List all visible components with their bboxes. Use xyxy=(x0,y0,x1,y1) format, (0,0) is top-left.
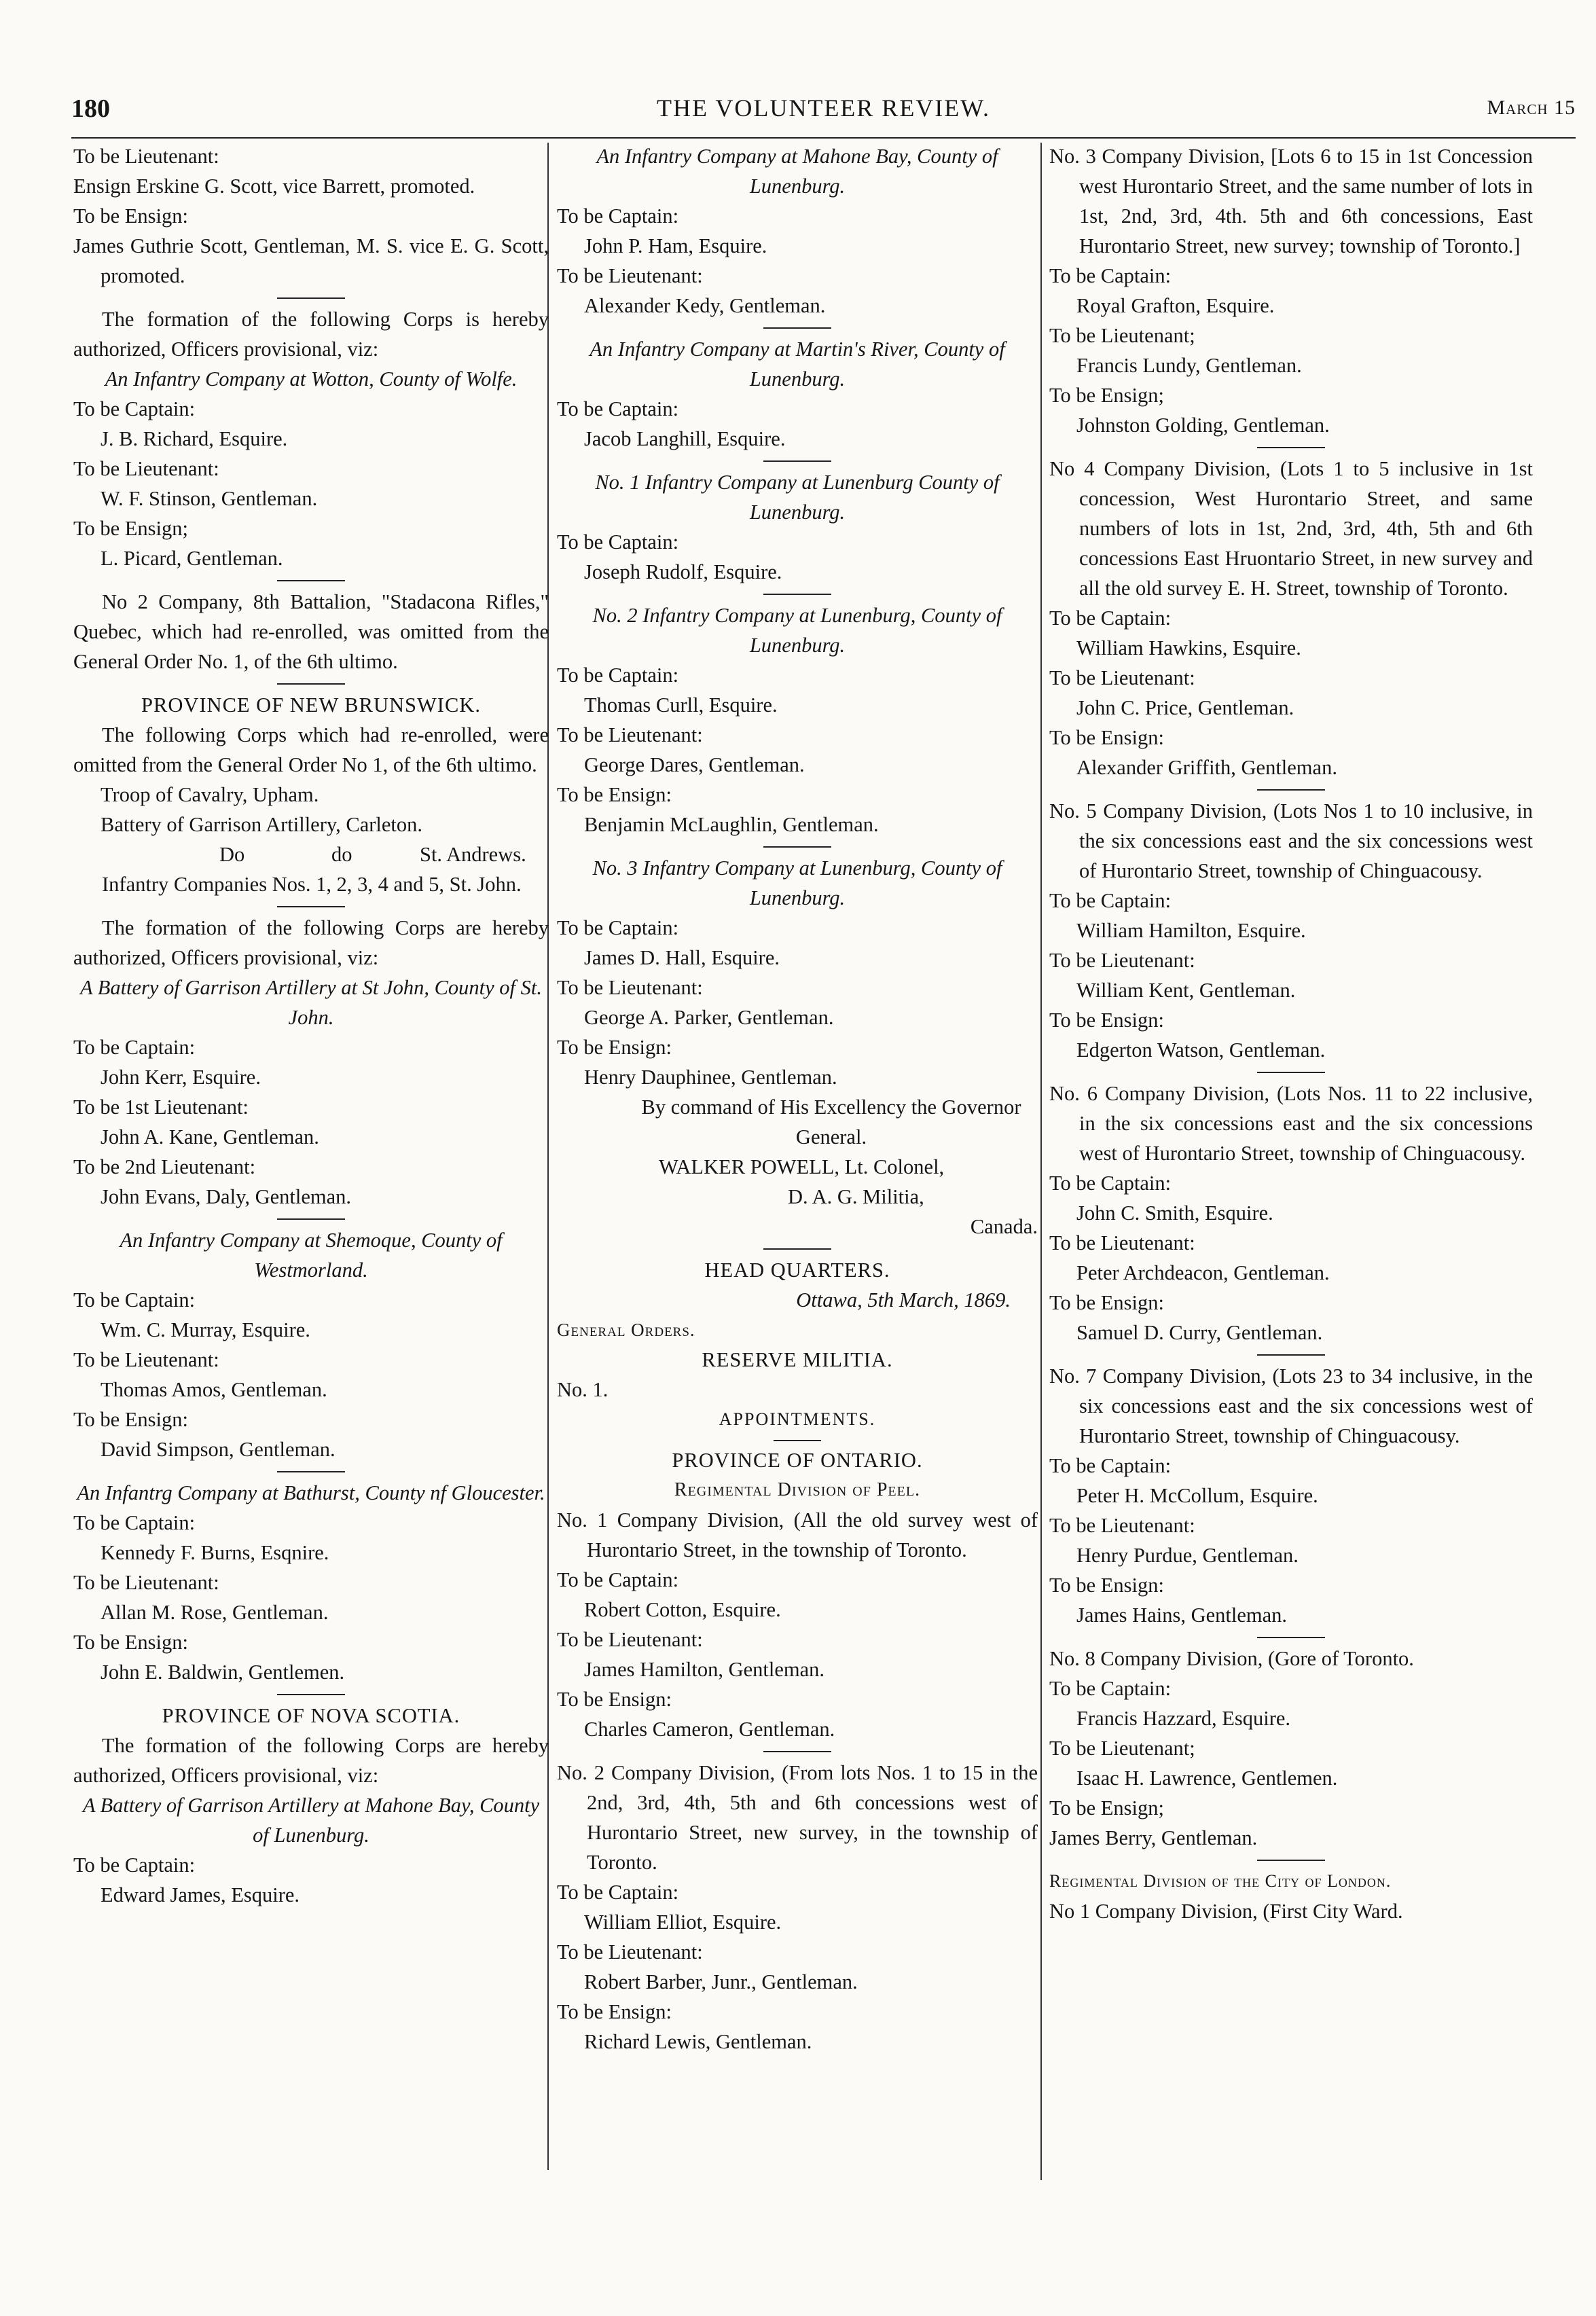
column-3 xyxy=(1049,141,1533,1926)
text-line: To be Lieutenant: xyxy=(557,1940,703,1964)
text-line: To be Captain: xyxy=(73,1511,196,1534)
text-line: To be Captain: xyxy=(73,1288,196,1311)
text-line: John A. Kane, Gentleman. xyxy=(101,1125,319,1148)
text-line: L. Picard, Gentleman. xyxy=(101,547,283,570)
text-line: To be Ensign; xyxy=(1049,1796,1164,1820)
text-line: To be Lieutenant; xyxy=(1049,1737,1195,1760)
subheading: Regimental Division of the City of London. xyxy=(1049,1871,1392,1891)
text-line: Francis Hazzard, Esquire. xyxy=(1076,1707,1291,1730)
text-line: To be Ensign: xyxy=(73,204,188,228)
text-line: Robert Cotton, Esquire. xyxy=(584,1598,781,1621)
company-heading: An Infantry Company at Mahone Bay, County of Lunenburg. xyxy=(596,145,998,198)
text-line: William Hawkins, Esquire. xyxy=(1076,636,1301,659)
separator xyxy=(1257,1354,1325,1356)
text-line: Francis Lundy, Gentleman. xyxy=(1076,354,1302,377)
issue-date: March 15 xyxy=(1487,96,1576,119)
text-line: Peter Archdeacon, Gentleman. xyxy=(1076,1261,1330,1284)
division-description: No. 3 Company Division, [Lots 6 to 15 in 1st Concession west Hurontario Street, and the same number of lots in 1st, 2nd, 3rd, 4th. 5th and 6th concessions, East Hurontario Street, new survey; township of Toronto.] xyxy=(1049,145,1533,257)
section-heading: PROVINCE OF ONTARIO. xyxy=(672,1449,923,1472)
text-line: James Hains, Gentleman. xyxy=(1076,1604,1288,1627)
paragraph: Infantry Companies Nos. 1, 2, 3, 4 and 5, St. John. xyxy=(102,873,522,896)
text-line: To be Lieutenant: xyxy=(557,264,703,287)
division-description: No. 7 Company Division, (Lots 23 to 34 inclusive, in the six concessions east and the six concessions west of Hurontario Street, township of Chinguacousy. xyxy=(1049,1364,1533,1447)
text-line: Isaac H. Lawrence, Gentlemen. xyxy=(1076,1767,1338,1790)
text-line: To be Ensign: xyxy=(557,1036,672,1059)
text-line: To be Lieutenant: xyxy=(1049,1231,1195,1254)
signatory-title: D. A. G. Militia, xyxy=(788,1185,924,1208)
subheading: Regimental Division of Peel. xyxy=(674,1479,921,1500)
paragraph: The following Corps which had re-enrolled, were omitted from the General Order No 1, of the 6th ultimo. xyxy=(73,723,549,776)
section-heading: PROVINCE OF NEW BRUNSWICK. xyxy=(141,693,481,717)
text-line: To be Lieutenant: xyxy=(557,976,703,999)
text-line: Jacob Langhill, Esquire. xyxy=(584,427,786,450)
separator xyxy=(763,327,831,329)
signatory-location: Canada. xyxy=(970,1215,1038,1238)
text-line: Wm. C. Murray, Esquire. xyxy=(101,1318,310,1341)
text-line: To be Captain: xyxy=(1049,889,1172,912)
section-heading: RESERVE MILITIA. xyxy=(702,1348,893,1371)
text-line: Allan M. Rose, Gentleman. xyxy=(101,1601,329,1624)
text-line: To be 1st Lieutenant: xyxy=(73,1096,249,1119)
separator xyxy=(763,594,831,595)
text-line: David Simpson, Gentleman. xyxy=(101,1438,335,1461)
signatory-name: WALKER POWELL, Lt. Colonel, xyxy=(659,1155,945,1178)
text-line: Peter H. McCollum, Esquire. xyxy=(1076,1484,1318,1507)
text-line: To be Captain: xyxy=(1049,1677,1172,1700)
text-line: Richard Lewis, Gentleman. xyxy=(584,2030,812,2053)
separator xyxy=(277,1218,345,1220)
division-description xyxy=(557,1505,1038,1565)
dateline: Ottawa, 5th March, 1869. xyxy=(796,1288,1011,1311)
text-line: To be Captain: xyxy=(1049,607,1172,630)
text-line: To be Captain: xyxy=(73,1853,196,1877)
text-line: Alexander Kedy, Gentleman. xyxy=(584,294,826,317)
text-line: William Elliot, Esquire. xyxy=(584,1911,782,1934)
general-orders-label: General Orders. xyxy=(557,1320,695,1340)
text-line: To be Ensign: xyxy=(1049,726,1164,749)
text-line: Charles Cameron, Gentleman. xyxy=(584,1718,835,1741)
text-line: To be Captain: xyxy=(557,1568,679,1591)
text-line: Edgerton Watson, Gentleman. xyxy=(1076,1038,1326,1062)
text-line: To be Lieutenant: xyxy=(1049,666,1195,689)
text-line: Ensign Erskine G. Scott, vice Barrett, promoted. xyxy=(73,175,475,198)
section-heading: HEAD QUARTERS. xyxy=(704,1259,890,1282)
text-line: Kennedy F. Burns, Esqnire. xyxy=(101,1541,329,1564)
text-line: Edward James, Esquire. xyxy=(101,1883,300,1906)
text-line: Thomas Amos, Gentleman. xyxy=(101,1378,327,1401)
division-description: No. 5 Company Division, (Lots Nos 1 to 10 inclusive, in the six concessions east and the six concessions west of Hurontario Street, township of Chinguacousy. xyxy=(1049,799,1533,882)
text-line: William Hamilton, Esquire. xyxy=(1076,919,1306,942)
text-line: Benjamin McLaughlin, Gentleman. xyxy=(584,813,879,836)
text-line: To be Lieutenant: xyxy=(73,457,219,480)
paragraph: No 2 Company, 8th Battalion, "Stadacona Rifles," Quebec, which had re-enrolled, was omitted from the General Order No. 1, of the 6th ultimo. xyxy=(73,590,549,673)
separator xyxy=(763,1751,831,1752)
separator xyxy=(277,683,345,685)
paragraph: The formation of the following Corps are hereby authorized, Officers provisional, viz: xyxy=(73,1734,549,1787)
text-line: To be Lieutenant; xyxy=(1049,324,1195,347)
company-heading: An Infantry Company at Shemoque, County of Westmorland. xyxy=(120,1229,503,1282)
text-line: No. 1 Company Division, (All the old survey west of Hurontario Street, in the township of Toronto. xyxy=(557,1508,1038,1561)
company-heading: An Infantrg Company at Bathurst, County nf Gloucester. xyxy=(77,1481,545,1504)
text-line: John Kerr, Esquire. xyxy=(101,1066,261,1089)
text-line: To be Ensign: xyxy=(1049,1291,1164,1314)
column-divider xyxy=(1040,143,1042,2180)
text-line: St. Andrews. xyxy=(420,843,526,866)
text-line: To be Ensign: xyxy=(557,783,672,806)
text-line: To be Lieutenant: xyxy=(73,145,219,168)
text-line: Thomas Curll, Esquire. xyxy=(584,693,778,717)
text-line: To be Captain: xyxy=(1049,1454,1172,1477)
text-line: To be Ensign: xyxy=(1049,1574,1164,1597)
column-1 xyxy=(73,141,549,1910)
text-line: John E. Baldwin, Gentlemen. xyxy=(101,1661,345,1684)
text-line: To be Captain: xyxy=(1049,264,1172,287)
text-line: Samuel D. Curry, Gentleman. xyxy=(1076,1321,1323,1344)
separator xyxy=(277,906,345,907)
column-2 xyxy=(557,141,1038,2057)
text-line: James Hamilton, Gentleman. xyxy=(584,1658,825,1681)
text-line: To be Ensign; xyxy=(1049,384,1164,407)
text-line: To be Ensign: xyxy=(73,1631,188,1654)
text-line: To be Lieutenant: xyxy=(73,1348,219,1371)
text-line: James Berry, Gentleman. xyxy=(1049,1826,1258,1849)
paragraph: The formation of the following Corps are hereby authorized, Officers provisional, viz: xyxy=(73,916,549,969)
division-description: No. 6 Company Division, (Lots Nos. 11 to 22 inclusive, in the six concessions east and the six concessions west of Hurontario Street, township of Chinguacousy. xyxy=(1049,1082,1533,1165)
ditto-mark: Do xyxy=(219,843,245,866)
text-line: To be Lieutenant: xyxy=(1049,1514,1195,1537)
division-description: No 4 Company Division, (Lots 1 to 5 inclusive in 1st concession, West Hurontario Street, and same numbers of lots in 1st, 2nd, 3rd, 4th, 5th and 6th concessions East Hruontario Street, in new survey and all the old survey E. H. Street, township of Toronto. xyxy=(1049,457,1533,600)
text-line: John Evans, Daly, Gentleman. xyxy=(101,1185,352,1208)
text-line: Robert Barber, Junr., Gentleman. xyxy=(584,1970,858,1993)
separator xyxy=(277,1694,345,1695)
separator xyxy=(763,460,831,462)
text-line xyxy=(73,839,549,869)
text-line: To be Lieutenant: xyxy=(1049,949,1195,972)
text-line: To be Captain: xyxy=(73,1036,196,1059)
page-header xyxy=(71,94,1576,125)
text-line: W. F. Stinson, Gentleman. xyxy=(101,487,318,510)
newspaper-title: THE VOLUNTEER REVIEW. xyxy=(657,94,990,122)
text-line: To be Ensign; xyxy=(73,517,188,540)
text-line: Battery of Garrison Artillery, Carleton. xyxy=(101,813,423,836)
separator xyxy=(1257,447,1325,448)
text-line: To be Ensign: xyxy=(73,1408,188,1431)
separator xyxy=(1257,1072,1325,1073)
text-line: To be Lieutenant: xyxy=(557,723,703,746)
separator xyxy=(763,846,831,848)
header-rule xyxy=(71,137,1576,139)
text-line: George Dares, Gentleman. xyxy=(584,753,805,776)
separator xyxy=(774,1440,821,1441)
text-line: To be Lieutenant: xyxy=(557,1628,703,1651)
order-number: No. 1. xyxy=(557,1378,609,1401)
company-heading: No. 2 Infantry Company at Lunenburg, County of Lunenburg. xyxy=(592,604,1002,657)
text-line: James D. Hall, Esquire. xyxy=(584,946,780,969)
text-line: To be Captain: xyxy=(73,397,196,420)
text-line: George A. Parker, Gentleman. xyxy=(584,1006,834,1029)
text-line: John C. Price, Gentleman. xyxy=(1076,696,1294,719)
company-heading: A Battery of Garrison Artillery at St John, County of St. John. xyxy=(79,976,542,1029)
text-line: Joseph Rudolf, Esquire. xyxy=(584,560,782,583)
separator xyxy=(763,1248,831,1250)
subheading: APPOINTMENTS. xyxy=(719,1409,876,1429)
text-line: To be Captain: xyxy=(557,204,679,228)
text-line: Henry Purdue, Gentleman. xyxy=(1076,1544,1299,1567)
text-line: William Kent, Gentleman. xyxy=(1076,979,1296,1002)
text-line: To be Ensign: xyxy=(557,2000,672,2023)
text-line: Henry Dauphinee, Gentleman. xyxy=(584,1066,837,1089)
text-line: James Guthrie Scott, Gentleman, M. S. vice E. G. Scott, promoted. xyxy=(73,234,549,287)
company-heading: No. 1 Infantry Company at Lunenburg County of Lunenburg. xyxy=(595,471,1000,524)
text-line: To be 2nd Lieutenant: xyxy=(73,1155,256,1178)
text-line: John P. Ham, Esquire. xyxy=(584,234,767,257)
division-description: No. 2 Company Division, (From lots Nos. 1 to 15 in the 2nd, 3rd, 4th, 5th and 6th concessions west of Hurontario Street, new survey, in the township of Toronto. xyxy=(557,1761,1038,1874)
text-line: To be Ensign: xyxy=(1049,1009,1164,1032)
company-heading: An Infantry Company at Martin's River, County of Lunenburg. xyxy=(590,338,1005,391)
page-number: 180 xyxy=(71,94,110,123)
separator xyxy=(1257,1860,1325,1861)
text-line: To be Captain: xyxy=(557,664,679,687)
separator xyxy=(1257,789,1325,791)
text-line: Johnston Golding, Gentleman. xyxy=(1076,414,1330,437)
text-line: J. B. Richard, Esquire. xyxy=(101,427,288,450)
text-line: To be Ensign: xyxy=(557,1688,672,1711)
text-line: To be Captain: xyxy=(557,1881,679,1904)
separator xyxy=(277,580,345,581)
text-line: Alexander Griffith, Gentleman. xyxy=(1076,756,1337,779)
paragraph: The formation of the following Corps is hereby authorized, Officers provisional, viz: xyxy=(73,308,549,361)
text-line: To be Captain: xyxy=(557,397,679,420)
text-line: To be Captain: xyxy=(557,916,679,939)
separator xyxy=(1257,1637,1325,1638)
signature-text: By command of His Excellency the Governor General. xyxy=(641,1096,1021,1148)
text-line: To be Lieutenant: xyxy=(73,1571,219,1594)
section-heading: PROVINCE OF NOVA SCOTIA. xyxy=(162,1704,460,1727)
text-line: John C. Smith, Esquire. xyxy=(1076,1201,1273,1225)
separator xyxy=(277,1471,345,1472)
company-heading: No. 3 Infantry Company at Lunenburg, County of Lunenburg. xyxy=(592,856,1002,909)
division-description: No. 8 Company Division, (Gore of Toronto. xyxy=(1049,1647,1414,1670)
division-description: No 1 Company Division, (First City Ward. xyxy=(1049,1900,1403,1923)
company-heading: An Infantry Company at Wotton, County of Wolfe. xyxy=(105,367,518,391)
text-line: Troop of Cavalry, Upham. xyxy=(101,783,319,806)
company-heading: A Battery of Garrison Artillery at Mahone Bay, County of Lunenburg. xyxy=(82,1794,540,1847)
separator xyxy=(277,297,345,299)
text-line: To be Captain: xyxy=(1049,1172,1172,1195)
text-line: Royal Grafton, Esquire. xyxy=(1076,294,1275,317)
ditto-mark: do xyxy=(331,843,352,866)
text-line: To be Captain: xyxy=(557,530,679,554)
